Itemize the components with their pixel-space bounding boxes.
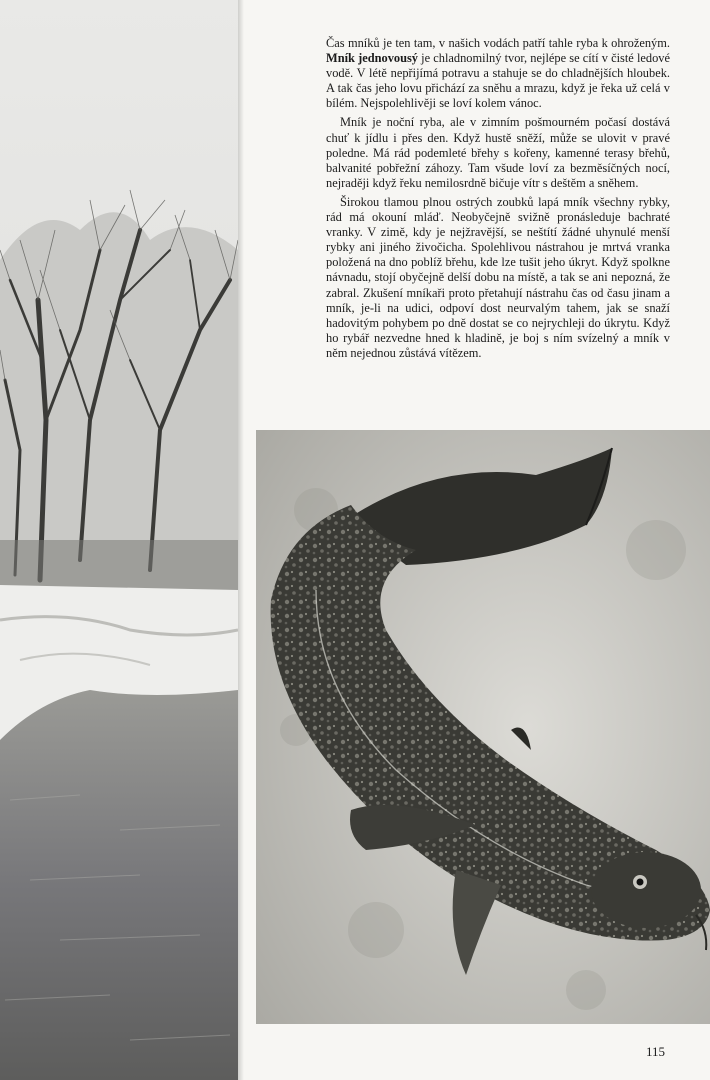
winter-river-photo bbox=[0, 0, 238, 1080]
burbot-photo bbox=[256, 430, 710, 1024]
paragraph-1 bbox=[326, 36, 670, 111]
article-text bbox=[326, 36, 670, 365]
paragraph-1-lead: Čas mníků je ten tam, v našich vodách patří tahle ryba k ohroženým. bbox=[326, 36, 670, 50]
paragraph-2: Mník je noční ryba, ale v zimním pošmourném počasí dostává chuť k jídlu i přes den. Když hustě sněží, může se ulovit v pravé poledne. Má rád podemleté břehy s kořeny, kamenné terasy břehů, balvanité pobřežní záhozy. Tam všude loví za bezměsíčných nocí, nejraději když řeku nemilosrdně bičuje vítr s deštěm a sněhem. bbox=[326, 115, 670, 190]
paragraph-3: Širokou tlamou plnou ostrých zoubků lapá mník všechny rybky, rád má okouní mláď. Neobyčejně svižně pronásleduje bachraté vranky. V zimě, kdy je nejžravější, se neštítí žádné uhynulé menší rybky ani jiného živočicha. Spolehlivou nástrahou je mrtvá vranka položená na dno poblíž břehu, kde lze tušit jeho úkryt. Když spolkne návnadu, stojí obyčejně delší dobu na místě, a tak se ani nepozná, že zabral. Zkušení mníkaři proto přetahují nástrahu čas od času jinam a mník, je-li na udici, odpoví dost neurvalým tahem, jak se snaží hadovitým pohybem po dně dostat se co nejrychleji do úkrytu. Když ho rybář nezvedne hned k hladině, je boj s ním svízelný a mník v něm nejednou zůstává vítězem. bbox=[326, 194, 670, 360]
paragraph-1-rest: je chladnomilný tvor, nejlépe se cítí v čisté ledové vodě. V létě nepřijímá potravu a stahuje se do chladnějších hloubek. A tak čas jeho lovu přichází za sněhu a mrazu, když je řeka už celá v bílém. Nejspolehlivěji se loví kolem vánoc. bbox=[326, 51, 671, 111]
species-name: Mník jednovousý bbox=[326, 51, 418, 66]
page-gutter bbox=[238, 0, 244, 1080]
page-number: 115 bbox=[646, 1044, 666, 1059]
